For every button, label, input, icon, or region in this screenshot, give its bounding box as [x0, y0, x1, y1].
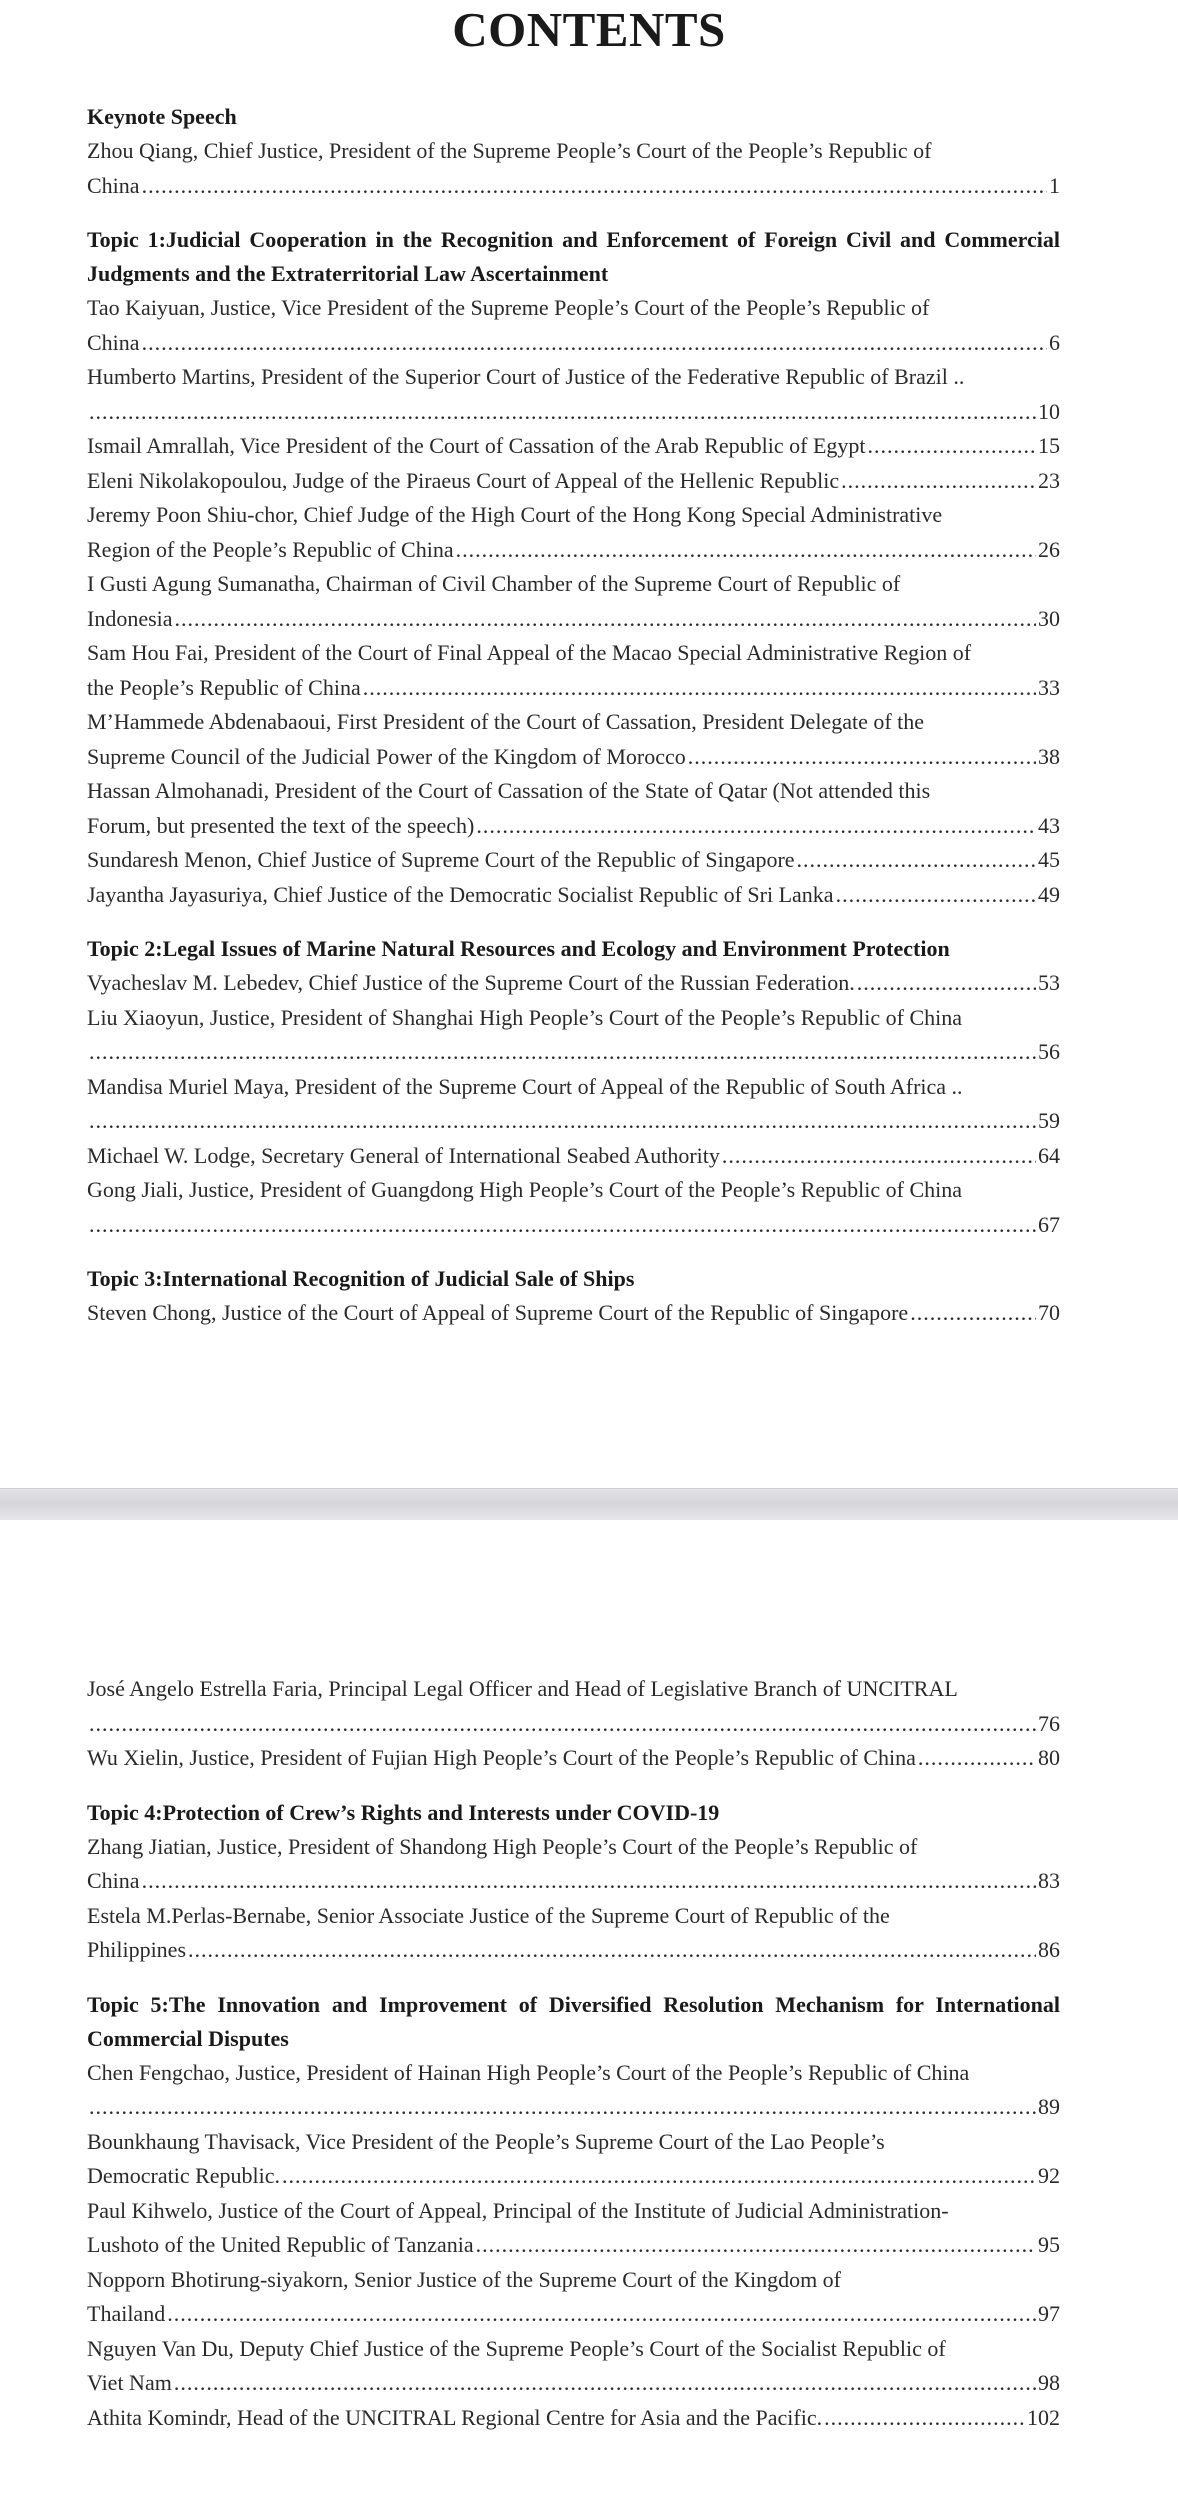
toc-entry[interactable] — [87, 1741, 1060, 1776]
entry-text: Zhang Jiatian, Justice, President of Shandong High People’s Court of the People’s Republic of — [87, 1833, 918, 1859]
page-number: 10 — [1038, 398, 1060, 424]
entry-tail-text: Viet Nam — [87, 2370, 172, 2395]
toc-entry[interactable] — [87, 966, 1060, 1001]
dot-leader — [167, 2297, 1036, 2332]
page-number: 45 — [1038, 847, 1060, 872]
entry-page-line — [87, 395, 1060, 430]
entry-text: M’Hammede Abdenabaoui, First President of the Court of Cassation, President Delegate of the — [87, 709, 925, 734]
entry-page-line — [87, 2366, 1060, 2401]
page-number: 86 — [1038, 1937, 1060, 1962]
entry-page-line — [87, 1933, 1060, 1968]
entry-tail-text: Wu Xielin, Justice, President of Fujian High People’s Court of the People’s Republic of China — [87, 1745, 916, 1770]
toc-section — [87, 223, 1060, 912]
section-heading: Topic 1:Judicial Cooperation in the Recognition and Enforcement of Foreign Civil and Commercial Judgments and the Extraterritorial Law Ascertainment — [87, 227, 1060, 286]
dot-leader — [476, 2228, 1036, 2263]
entry-tail-text: Vyacheslav M. Lebedev, Chief Justice of the Supreme Court of the Russian Federation. — [87, 970, 855, 995]
entry-page-line — [87, 1035, 1060, 1070]
page-number: 1 — [1049, 172, 1060, 198]
entry-text: Nguyen Van Du, Deputy Chief Justice of the Supreme People’s Court of the Socialist Republic of — [87, 2335, 946, 2361]
dot-leader — [175, 602, 1036, 637]
entry-text: Liu Xiaoyun, Justice, President of Shanghai High People’s Court of the People’s Republic of China — [87, 1004, 962, 1030]
dot-leader — [857, 966, 1036, 1001]
toc-entry[interactable] — [87, 464, 1060, 499]
dot-leader — [89, 1035, 1036, 1070]
toc-entry[interactable] — [87, 134, 1060, 203]
toc-entry[interactable] — [87, 1899, 1060, 1968]
section-heading: Keynote Speech — [87, 104, 237, 129]
page-number: 56 — [1038, 1039, 1060, 1064]
page-number: 53 — [1038, 970, 1060, 995]
entry-page-line — [87, 2090, 1060, 2125]
toc-entry[interactable] — [87, 1830, 1060, 1899]
dot-leader — [89, 2090, 1036, 2125]
page-number: 6 — [1049, 329, 1060, 355]
entry-tail-text: Democratic Republic. — [87, 2163, 281, 2188]
dot-leader — [910, 1296, 1036, 1331]
dot-leader — [89, 395, 1036, 430]
page-number: 64 — [1038, 1142, 1060, 1168]
toc-entry[interactable] — [87, 774, 1060, 843]
dot-leader — [456, 533, 1036, 568]
toc-entry[interactable] — [87, 1296, 1060, 1331]
entry-text: Tao Kaiyuan, Justice, Vice President of the Supreme People’s Court of the People’s Republic of — [87, 295, 930, 320]
entry-tail-text: Eleni Nikolakopoulou, Judge of the Piraeus Court of Appeal of the Hellenic Republic — [87, 467, 840, 493]
entry-page-line — [87, 809, 1060, 844]
toc-entry[interactable] — [87, 843, 1060, 878]
dot-leader — [868, 429, 1036, 464]
entry-page-line — [87, 878, 1060, 913]
toc-entry[interactable] — [87, 2056, 1060, 2125]
entry-tail-text: China — [87, 1868, 140, 1893]
entry-tail-text: Athita Komindr, Head of the UNCITRAL Regional Centre for Asia and the Pacific. — [87, 2404, 823, 2430]
page-number: 59 — [1038, 1108, 1060, 1133]
entry-tail-text: Steven Chong, Justice of the Court of Appeal of Supreme Court of the Republic of Singapore — [87, 1300, 909, 1325]
entry-tail-text: Thailand — [87, 2301, 166, 2326]
dot-leader — [476, 809, 1036, 844]
page-number: 43 — [1038, 812, 1060, 838]
page-number: 76 — [1038, 1710, 1060, 1736]
toc-entry[interactable] — [87, 2194, 1060, 2263]
dot-leader — [688, 740, 1036, 775]
toc-entry[interactable] — [87, 705, 1060, 774]
entry-page-line — [87, 671, 1060, 706]
dot-leader — [188, 1933, 1036, 1968]
toc-section — [87, 100, 1060, 203]
dot-leader — [363, 671, 1036, 706]
dot-leader — [142, 326, 1047, 361]
page-number: 98 — [1038, 2370, 1060, 2395]
entry-text: Chen Fengchao, Justice, President of Hainan High People’s Court of the People’s Republic of China — [87, 2059, 970, 2085]
entry-page-line — [87, 326, 1060, 361]
entry-text: Gong Jiali, Justice, President of Guangdong High People’s Court of the People’s Republic of China — [87, 1177, 963, 1202]
entry-page-line — [87, 1741, 1060, 1776]
toc-entry[interactable] — [87, 360, 1060, 429]
entry-page-line — [87, 464, 1060, 499]
section-heading: Topic 5:The Innovation and Improvement of Diversified Resolution Mechanism for International Commercial Disputes — [87, 1991, 1060, 2051]
toc-section — [87, 1262, 1060, 1331]
dot-leader — [918, 1741, 1036, 1776]
entry-text: Humberto Martins, President of the Superior Court of Justice of the Federative Republic of Brazil .. — [87, 364, 965, 389]
toc-entry[interactable] — [87, 1001, 1060, 1070]
entry-page-line — [87, 533, 1060, 568]
toc-section — [87, 932, 1060, 1242]
toc-entry[interactable] — [87, 291, 1060, 360]
page-number: 30 — [1038, 605, 1060, 631]
entry-text: Mandisa Muriel Maya, President of the Supreme Court of Appeal of the Republic of South Africa .. — [87, 1073, 963, 1099]
toc-list — [87, 100, 1060, 1331]
entry-text: Hassan Almohanadi, President of the Court of Cassation of the State of Qatar (Not attended this — [87, 778, 931, 803]
toc-entry[interactable] — [87, 498, 1060, 567]
page-number: 102 — [1027, 2404, 1060, 2430]
entry-text: Paul Kihwelo, Justice of the Court of Appeal, Principal of the Institute of Judicial Administration- — [87, 2197, 949, 2223]
entry-page-line — [87, 740, 1060, 775]
toc-entry[interactable] — [87, 2332, 1060, 2401]
toc-page-2 — [0, 1520, 1178, 2496]
toc-entry[interactable] — [87, 429, 1060, 464]
entry-tail-text: Indonesia — [87, 605, 173, 631]
toc-entry[interactable] — [87, 1139, 1060, 1174]
dot-leader — [89, 1208, 1036, 1243]
entry-page-line — [87, 602, 1060, 637]
entry-page-line — [87, 2228, 1060, 2263]
entry-page-line — [87, 1104, 1060, 1139]
dot-leader — [824, 2401, 1025, 2436]
entry-tail-text: Sundaresh Menon, Chief Justice of Supreme Court of the Republic of Singapore — [87, 847, 795, 872]
dot-leader — [722, 1139, 1036, 1174]
dot-leader — [89, 1104, 1036, 1139]
entry-tail-text: Region of the People’s Republic of China — [87, 536, 454, 562]
entry-page-line — [87, 1139, 1060, 1174]
entry-page-line — [87, 1707, 1060, 1742]
entry-page-line — [87, 966, 1060, 1001]
entry-page-line — [87, 429, 1060, 464]
section-heading: Topic 2:Legal Issues of Marine Natural Resources and Ecology and Environment Protection — [87, 936, 950, 961]
toc-list — [87, 1672, 1060, 2435]
toc-section — [87, 1672, 1060, 1776]
page-number: 33 — [1038, 674, 1060, 700]
toc-entry[interactable] — [87, 1672, 1060, 1741]
dot-leader — [282, 2159, 1036, 2194]
entry-text: José Angelo Estrella Faria, Principal Legal Officer and Head of Legislative Branch of UNCITRAL — [87, 1676, 958, 1701]
entry-page-line — [87, 2297, 1060, 2332]
toc-entry[interactable] — [87, 1173, 1060, 1242]
dot-leader — [142, 169, 1047, 204]
dot-leader — [89, 1707, 1036, 1742]
entry-page-line — [87, 169, 1060, 204]
entry-page-line — [87, 1296, 1060, 1331]
dot-leader — [841, 464, 1036, 499]
entry-tail-text: Jayantha Jayasuriya, Chief Justice of the Democratic Socialist Republic of Sri Lanka — [87, 881, 834, 907]
entry-tail-text: China — [87, 329, 140, 355]
page-title: CONTENTS — [452, 2, 726, 57]
entry-tail-text: Lushoto of the United Republic of Tanzania — [87, 2232, 474, 2257]
dot-leader — [836, 878, 1036, 913]
toc-entry[interactable] — [87, 1070, 1060, 1139]
section-heading: Topic 4:Protection of Crew’s Rights and Interests under COVID-19 — [87, 1799, 720, 1825]
toc-entry[interactable] — [87, 2263, 1060, 2332]
entry-tail-text: Philippines — [87, 1937, 187, 1962]
entry-tail-text: Forum, but presented the text of the speech) — [87, 812, 475, 838]
page-separator — [0, 1488, 1178, 1522]
entry-text: Zhou Qiang, Chief Justice, President of the Supreme People’s Court of the People’s Republic of — [87, 138, 932, 163]
entry-page-line — [87, 2159, 1060, 2194]
entry-text: Nopporn Bhotirung-siyakorn, Senior Justice of the Supreme Court of the Kingdom of — [87, 2266, 842, 2292]
entry-tail-text: Ismail Amrallah, Vice President of the Court of Cassation of the Arab Republic of Egypt — [87, 433, 866, 458]
page-number: 83 — [1038, 1868, 1060, 1893]
entry-text: Estela M.Perlas-Bernabe, Senior Associate Justice of the Supreme Court of Republic of the — [87, 1902, 890, 1928]
entry-text: I Gusti Agung Sumanatha, Chairman of Civil Chamber of the Supreme Court of Republic of — [87, 571, 901, 596]
entry-tail-text: the People’s Republic of China — [87, 674, 361, 700]
page-number: 97 — [1038, 2301, 1060, 2326]
dot-leader — [174, 2366, 1036, 2401]
page-number: 15 — [1038, 433, 1060, 458]
toc-entry[interactable] — [87, 567, 1060, 636]
entry-page-line — [87, 1208, 1060, 1243]
toc-entry[interactable] — [87, 2125, 1060, 2194]
page-number: 92 — [1038, 2163, 1060, 2188]
toc-section — [87, 1796, 1060, 1968]
toc-entry[interactable] — [87, 636, 1060, 705]
page-number: 89 — [1038, 2094, 1060, 2119]
entry-page-line — [87, 843, 1060, 878]
page-number: 70 — [1038, 1300, 1060, 1325]
page-number: 95 — [1038, 2232, 1060, 2257]
entry-text: Jeremy Poon Shiu-chor, Chief Judge of the High Court of the Hong Kong Special Administrative — [87, 502, 943, 527]
toc-section — [87, 1988, 1060, 2436]
entry-text: Sam Hou Fai, President of the Court of Final Appeal of the Macao Special Administrative Region of — [87, 640, 972, 665]
dot-leader — [797, 843, 1036, 878]
page-number: 49 — [1038, 881, 1060, 907]
entry-text: Bounkhaung Thavisack, Vice President of the People’s Supreme Court of the Lao People’s — [87, 2128, 885, 2154]
entry-tail-text: Supreme Council of the Judicial Power of the Kingdom of Morocco — [87, 743, 686, 769]
entry-page-line — [87, 1864, 1060, 1899]
section-heading: Topic 3:International Recognition of Judicial Sale of Ships — [87, 1266, 635, 1291]
dot-leader — [142, 1864, 1036, 1899]
page-number: 26 — [1038, 536, 1060, 562]
entry-tail-text: China — [87, 172, 140, 198]
entry-tail-text: Michael W. Lodge, Secretary General of International Seabed Authority — [87, 1142, 720, 1168]
page-number: 38 — [1038, 743, 1060, 769]
toc-entry[interactable] — [87, 2401, 1060, 2436]
page-number: 67 — [1038, 1211, 1060, 1237]
page-number: 23 — [1038, 467, 1060, 493]
page-number: 80 — [1038, 1745, 1060, 1770]
toc-entry[interactable] — [87, 878, 1060, 913]
entry-page-line — [87, 2401, 1060, 2436]
